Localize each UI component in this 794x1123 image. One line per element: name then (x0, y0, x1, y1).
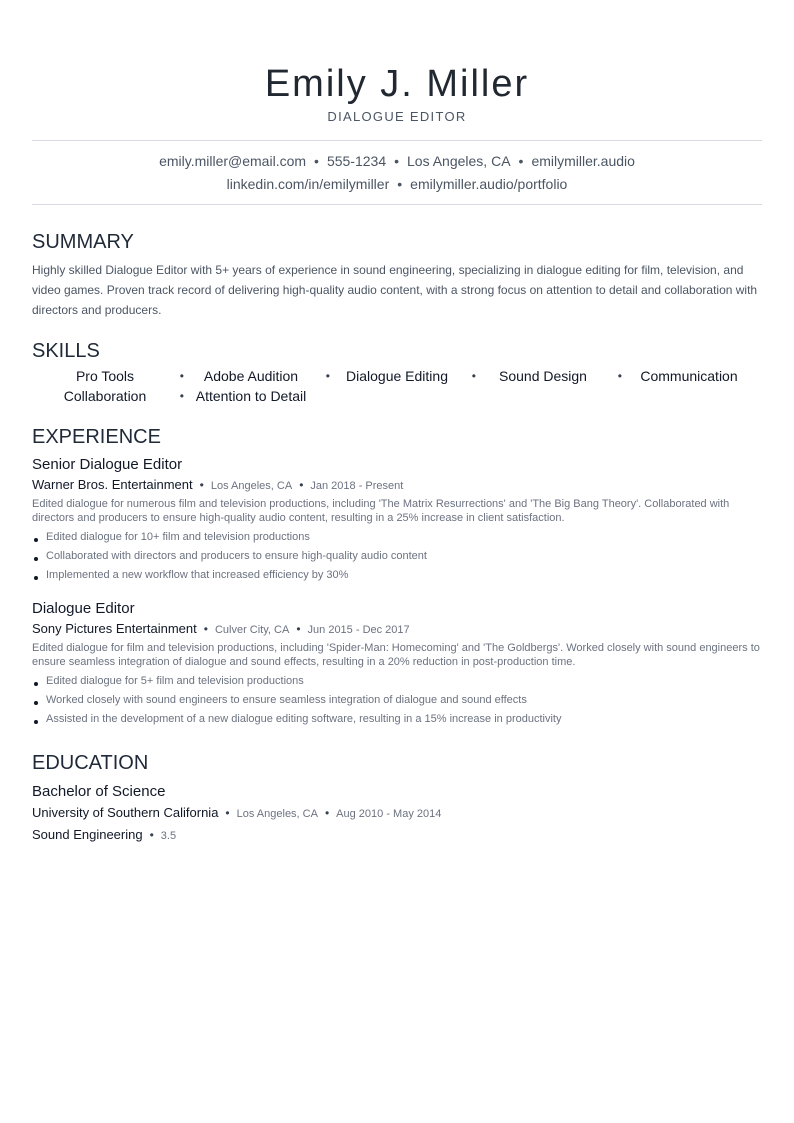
contact-line-1 (32, 150, 762, 173)
education-school-line (32, 803, 762, 824)
education-gpa: 3.5 (160, 830, 177, 842)
skill-item (32, 366, 184, 386)
skill-label: Dialogue Editing (346, 368, 448, 384)
skill-separator: • (471, 369, 476, 383)
skill-label: Attention to Detail (195, 388, 307, 404)
education-degree: Bachelor of Science (32, 783, 166, 800)
experience-heading: EXPERIENCE (32, 426, 161, 448)
skill-separator: • (179, 389, 184, 403)
job-bullet: Edited dialogue for 5+ film and television productions (32, 672, 762, 691)
contact-website[interactable]: emilymiller.audio (531, 153, 635, 169)
contact-separator: • (394, 153, 400, 169)
skill-label: Adobe Audition (203, 368, 299, 384)
skill-label: Pro Tools (75, 368, 135, 384)
resume-header (32, 0, 762, 124)
job-meta (32, 620, 762, 639)
meta-separator: • (203, 622, 208, 636)
education-field: Sound Engineering (32, 827, 143, 842)
contact-separator: • (314, 153, 319, 169)
job-location: Los Angeles, CA (210, 480, 293, 492)
skill-label: Collaboration (63, 388, 147, 404)
contact-separator: • (518, 153, 524, 169)
skills-list (32, 366, 762, 406)
job-bullet: Collaborated with directors and producers to ensure high-quality audio content (32, 547, 762, 566)
job-bullet: Edited dialogue for 10+ film and television productions (32, 528, 762, 547)
meta-separator: • (199, 478, 204, 492)
job-bullet: Worked closely with sound engineers to ensure seamless integration of dialogue and sound effects (32, 691, 762, 710)
education-location: Los Angeles, CA (236, 808, 318, 820)
contact-phone[interactable]: 555-1234 (326, 153, 387, 169)
candidate-role: DIALOGUE EDITOR (327, 109, 467, 124)
job-bullets (32, 528, 762, 585)
skill-item (32, 386, 184, 406)
skill-label: Sound Design (499, 368, 587, 384)
job-description: Edited dialogue for film and television productions, including 'Spider-Man: Homecoming' and 'The Goldbergs'. Worked closely with sound engineers to ensure seamless integration of dialogue and sound effects, resulting in a 20% reduction in post-production time. (32, 642, 760, 668)
job-description: Edited dialogue for numerous film and television productions, including 'The Matrix Resurrections' and 'The Big Bang Theory'. Collaborated with directors and producers to ensure high-quality audio content, resulting in a 25% increase in client satisfaction. (32, 498, 730, 524)
education-dates: Aug 2010 - May 2014 (336, 808, 442, 820)
skill-item (324, 366, 476, 386)
job-company: Warner Bros. Entertainment (32, 477, 193, 492)
meta-separator: • (324, 806, 330, 820)
candidate-name: Emily J. Miller (264, 63, 530, 105)
meta-separator: • (149, 828, 154, 842)
skill-item (616, 366, 762, 386)
job-company: Sony Pictures Entertainment (32, 621, 197, 636)
skill-item (178, 386, 324, 406)
education-heading: EDUCATION (32, 752, 149, 774)
contact-email[interactable]: emily.miller@email.com (159, 153, 307, 169)
skill-item (470, 366, 622, 386)
skill-separator: • (179, 369, 184, 383)
job-title: Senior Dialogue Editor (32, 456, 183, 473)
summary-heading: SUMMARY (32, 231, 134, 253)
summary-text: Highly skilled Dialogue Editor with 5+ years of experience in sound engineering, specializing in dialogue editing for film, television, and video games. Proven track record of delivering high-quality audio content, with a strong focus on attention to detail and collaboration with directors and producers. (32, 263, 758, 317)
job-dates: Jun 2015 - Dec 2017 (307, 624, 410, 636)
education-school: University of Southern California (32, 805, 219, 820)
skill-separator: • (617, 369, 622, 383)
summary-section (32, 230, 762, 320)
contact-separator: • (397, 176, 403, 192)
skill-label: Communication (640, 368, 738, 384)
job-bullets (32, 672, 762, 729)
contact-line-2 (32, 173, 762, 196)
job-meta (32, 476, 762, 495)
experience-section (32, 425, 762, 729)
skill-separator: • (325, 369, 330, 383)
skill-item (178, 366, 330, 386)
job-bullet: Implemented a new workflow that increased efficiency by 30% (32, 566, 762, 585)
job-title: Dialogue Editor (32, 600, 135, 617)
job-dates: Jan 2018 - Present (310, 480, 404, 492)
meta-separator: • (296, 622, 301, 636)
contact-portfolio[interactable]: emilymiller.audio/portfolio (410, 176, 568, 192)
education-field-line (32, 825, 762, 846)
education-section (32, 751, 762, 846)
header-divider-bottom (32, 204, 762, 205)
job-entry (32, 455, 762, 585)
job-bullet: Assisted in the development of a new dialogue editing software, resulting in a 15% increase in productivity (32, 710, 762, 729)
contact-location: Los Angeles, CA (407, 153, 511, 169)
skills-heading: SKILLS (32, 340, 100, 362)
contact-linkedin[interactable]: linkedin.com/in/emilymiller (226, 176, 390, 192)
skills-section (32, 339, 762, 406)
job-location: Culver City, CA (214, 624, 290, 636)
meta-separator: • (299, 478, 304, 492)
job-entry (32, 599, 762, 729)
contact-info (32, 141, 762, 204)
meta-separator: • (225, 806, 230, 820)
